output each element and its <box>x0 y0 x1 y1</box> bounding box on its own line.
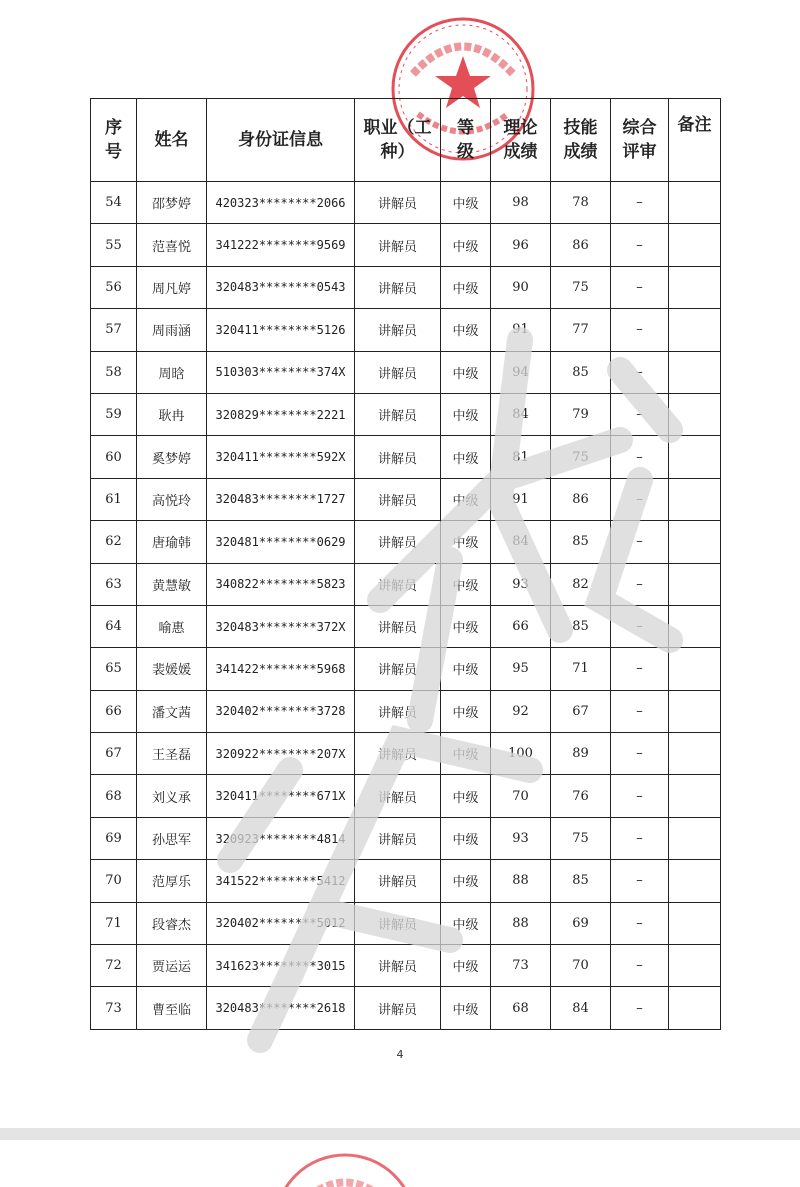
cell-remark <box>669 182 721 224</box>
cell-seq: 56 <box>91 266 137 308</box>
cell-occupation: 讲解员 <box>355 563 441 605</box>
table-row <box>91 563 721 605</box>
table-row <box>91 224 721 266</box>
cell-theory-score: 92 <box>491 690 551 732</box>
cell-skill-score: 71 <box>551 648 611 690</box>
cell-id: 320411********592X <box>207 436 355 478</box>
cell-id: 320483********1727 <box>207 478 355 520</box>
cell-level: 中级 <box>441 266 491 308</box>
cell-id: 320922********207X <box>207 733 355 775</box>
cell-theory-score: 100 <box>491 733 551 775</box>
cell-id: 320829********2221 <box>207 393 355 435</box>
cell-level: 中级 <box>441 478 491 520</box>
cell-skill-score: 69 <box>551 902 611 944</box>
cell-id: 320483********2618 <box>207 987 355 1029</box>
table-row <box>91 648 721 690</box>
cell-remark <box>669 987 721 1029</box>
cell-id: 340822********5823 <box>207 563 355 605</box>
cell-name: 段睿杰 <box>137 902 207 944</box>
header-skill: 技能成绩 <box>551 99 611 182</box>
cell-remark <box>669 945 721 987</box>
cell-name: 范厚乐 <box>137 860 207 902</box>
cell-skill-score: 86 <box>551 478 611 520</box>
cell-occupation: 讲解员 <box>355 860 441 902</box>
next-page-top <box>0 1140 800 1187</box>
cell-occupation: 讲解员 <box>355 605 441 647</box>
cell-seq: 66 <box>91 690 137 732</box>
cell-name: 曹至临 <box>137 987 207 1029</box>
cell-name: 周晗 <box>137 351 207 393</box>
cell-name: 贾运运 <box>137 945 207 987</box>
cell-name: 裴媛媛 <box>137 648 207 690</box>
cell-theory-score: 81 <box>491 436 551 478</box>
cell-theory-score: 66 <box>491 605 551 647</box>
cell-remark <box>669 309 721 351</box>
cell-id: 320483********0543 <box>207 266 355 308</box>
cell-level: 中级 <box>441 182 491 224</box>
cell-level: 中级 <box>441 945 491 987</box>
cell-theory-score: 98 <box>491 182 551 224</box>
cell-level: 中级 <box>441 987 491 1029</box>
cell-remark <box>669 266 721 308</box>
page-gap <box>0 1128 800 1140</box>
cell-remark <box>669 648 721 690</box>
cell-seq: 63 <box>91 563 137 605</box>
cell-remark <box>669 351 721 393</box>
cell-level: 中级 <box>441 309 491 351</box>
cell-occupation: 讲解员 <box>355 478 441 520</box>
cell-theory-score: 70 <box>491 775 551 817</box>
cell-level: 中级 <box>441 733 491 775</box>
header-remark: 备注 <box>669 99 721 182</box>
cell-id: 320411********5126 <box>207 309 355 351</box>
cell-theory-score: 94 <box>491 351 551 393</box>
cell-name: 周凡婷 <box>137 266 207 308</box>
cell-level: 中级 <box>441 775 491 817</box>
next-page-seal-stamp <box>270 1150 420 1187</box>
cell-occupation: 讲解员 <box>355 902 441 944</box>
cell-name: 潘文茜 <box>137 690 207 732</box>
cell-id: 510303********374X <box>207 351 355 393</box>
cell-seq: 68 <box>91 775 137 817</box>
cell-name: 耿冉 <box>137 393 207 435</box>
table-row <box>91 351 721 393</box>
cell-seq: 58 <box>91 351 137 393</box>
cell-level: 中级 <box>441 521 491 563</box>
cell-seq: 72 <box>91 945 137 987</box>
roster-body <box>91 182 721 1030</box>
cell-skill-score: 85 <box>551 860 611 902</box>
cell-remark <box>669 224 721 266</box>
cell-skill-score: 75 <box>551 436 611 478</box>
cell-review: – <box>611 309 669 351</box>
cell-review: – <box>611 945 669 987</box>
cell-occupation: 讲解员 <box>355 817 441 859</box>
cell-remark <box>669 775 721 817</box>
cell-level: 中级 <box>441 436 491 478</box>
cell-review: – <box>611 351 669 393</box>
cell-seq: 59 <box>91 393 137 435</box>
cell-id: 341222********9569 <box>207 224 355 266</box>
cell-remark <box>669 817 721 859</box>
cell-review: – <box>611 775 669 817</box>
cell-remark <box>669 860 721 902</box>
cell-id: 341522********5412 <box>207 860 355 902</box>
roster-table <box>90 98 721 1030</box>
table-row <box>91 987 721 1029</box>
cell-theory-score: 95 <box>491 648 551 690</box>
cell-theory-score: 88 <box>491 902 551 944</box>
cell-seq: 57 <box>91 309 137 351</box>
cell-review: – <box>611 733 669 775</box>
cell-review: – <box>611 605 669 647</box>
cell-theory-score: 88 <box>491 860 551 902</box>
cell-name: 奚梦婷 <box>137 436 207 478</box>
cell-seq: 69 <box>91 817 137 859</box>
cell-skill-score: 70 <box>551 945 611 987</box>
cell-name: 唐瑜韩 <box>137 521 207 563</box>
cell-seq: 64 <box>91 605 137 647</box>
table-row <box>91 902 721 944</box>
cell-review: – <box>611 266 669 308</box>
header-level: 等级 <box>441 99 491 182</box>
cell-occupation: 讲解员 <box>355 266 441 308</box>
cell-skill-score: 85 <box>551 521 611 563</box>
cell-skill-score: 75 <box>551 817 611 859</box>
cell-seq: 54 <box>91 182 137 224</box>
table-row <box>91 690 721 732</box>
cell-skill-score: 78 <box>551 182 611 224</box>
cell-name: 周雨涵 <box>137 309 207 351</box>
cell-review: – <box>611 563 669 605</box>
cell-remark <box>669 436 721 478</box>
cell-remark <box>669 902 721 944</box>
table-row <box>91 605 721 647</box>
cell-occupation: 讲解员 <box>355 733 441 775</box>
table-row <box>91 860 721 902</box>
cell-theory-score: 84 <box>491 393 551 435</box>
cell-level: 中级 <box>441 648 491 690</box>
cell-occupation: 讲解员 <box>355 182 441 224</box>
cell-review: – <box>611 987 669 1029</box>
cell-seq: 61 <box>91 478 137 520</box>
cell-review: – <box>611 393 669 435</box>
cell-name: 高悦玲 <box>137 478 207 520</box>
cell-remark <box>669 478 721 520</box>
table-row <box>91 266 721 308</box>
table-row <box>91 309 721 351</box>
cell-level: 中级 <box>441 860 491 902</box>
cell-skill-score: 85 <box>551 605 611 647</box>
cell-theory-score: 73 <box>491 945 551 987</box>
cell-theory-score: 96 <box>491 224 551 266</box>
cell-id: 420323********2066 <box>207 182 355 224</box>
cell-name: 黄慧敏 <box>137 563 207 605</box>
cell-seq: 70 <box>91 860 137 902</box>
cell-id: 320402********5012 <box>207 902 355 944</box>
cell-occupation: 讲解员 <box>355 987 441 1029</box>
cell-occupation: 讲解员 <box>355 945 441 987</box>
cell-level: 中级 <box>441 690 491 732</box>
table-row <box>91 775 721 817</box>
cell-review: – <box>611 224 669 266</box>
cell-skill-score: 85 <box>551 351 611 393</box>
cell-seq: 62 <box>91 521 137 563</box>
cell-remark <box>669 563 721 605</box>
cell-skill-score: 79 <box>551 393 611 435</box>
cell-occupation: 讲解员 <box>355 224 441 266</box>
cell-skill-score: 67 <box>551 690 611 732</box>
cell-id: 320483********372X <box>207 605 355 647</box>
cell-seq: 65 <box>91 648 137 690</box>
cell-theory-score: 93 <box>491 817 551 859</box>
header-seq: 序号 <box>91 99 137 182</box>
table-header-row <box>91 99 721 182</box>
cell-skill-score: 77 <box>551 309 611 351</box>
cell-seq: 73 <box>91 987 137 1029</box>
cell-theory-score: 93 <box>491 563 551 605</box>
cell-level: 中级 <box>441 224 491 266</box>
cell-name: 孙思军 <box>137 817 207 859</box>
cell-id: 341623********3015 <box>207 945 355 987</box>
cell-name: 刘义承 <box>137 775 207 817</box>
cell-review: – <box>611 902 669 944</box>
table-row <box>91 436 721 478</box>
cell-review: – <box>611 521 669 563</box>
cell-theory-score: 90 <box>491 266 551 308</box>
cell-seq: 67 <box>91 733 137 775</box>
table-row <box>91 478 721 520</box>
cell-name: 范喜悦 <box>137 224 207 266</box>
cell-occupation: 讲解员 <box>355 648 441 690</box>
cell-level: 中级 <box>441 393 491 435</box>
cell-review: – <box>611 182 669 224</box>
cell-theory-score: 91 <box>491 309 551 351</box>
cell-review: – <box>611 817 669 859</box>
cell-level: 中级 <box>441 351 491 393</box>
cell-skill-score: 89 <box>551 733 611 775</box>
cell-seq: 71 <box>91 902 137 944</box>
cell-skill-score: 82 <box>551 563 611 605</box>
cell-seq: 60 <box>91 436 137 478</box>
cell-level: 中级 <box>441 605 491 647</box>
cell-review: – <box>611 436 669 478</box>
table-row <box>91 817 721 859</box>
cell-skill-score: 86 <box>551 224 611 266</box>
cell-id: 320923********4814 <box>207 817 355 859</box>
header-id: 身份证信息 <box>207 99 355 182</box>
cell-theory-score: 68 <box>491 987 551 1029</box>
cell-id: 320411********671X <box>207 775 355 817</box>
cell-review: – <box>611 860 669 902</box>
table-row <box>91 521 721 563</box>
cell-occupation: 讲解员 <box>355 690 441 732</box>
table-row <box>91 393 721 435</box>
cell-seq: 55 <box>91 224 137 266</box>
cell-occupation: 讲解员 <box>355 309 441 351</box>
table-row <box>91 733 721 775</box>
table-row <box>91 182 721 224</box>
cell-remark <box>669 393 721 435</box>
cell-level: 中级 <box>441 563 491 605</box>
cell-name: 喻惠 <box>137 605 207 647</box>
cell-occupation: 讲解员 <box>355 775 441 817</box>
header-occupation: 职业（工种） <box>355 99 441 182</box>
header-name: 姓名 <box>137 99 207 182</box>
cell-remark <box>669 521 721 563</box>
cell-id: 341422********5968 <box>207 648 355 690</box>
cell-skill-score: 75 <box>551 266 611 308</box>
cell-remark <box>669 605 721 647</box>
cell-level: 中级 <box>441 902 491 944</box>
cell-id: 320481********0629 <box>207 521 355 563</box>
cell-review: – <box>611 648 669 690</box>
header-review: 综合评审 <box>611 99 669 182</box>
cell-remark <box>669 733 721 775</box>
cell-occupation: 讲解员 <box>355 393 441 435</box>
cell-occupation: 讲解员 <box>355 351 441 393</box>
cell-theory-score: 84 <box>491 521 551 563</box>
header-theory: 理论成绩 <box>491 99 551 182</box>
cell-review: – <box>611 478 669 520</box>
cell-id: 320402********3728 <box>207 690 355 732</box>
cell-remark <box>669 690 721 732</box>
cell-occupation: 讲解员 <box>355 436 441 478</box>
cell-skill-score: 76 <box>551 775 611 817</box>
table-row <box>91 945 721 987</box>
cell-skill-score: 84 <box>551 987 611 1029</box>
cell-name: 王圣磊 <box>137 733 207 775</box>
cell-review: – <box>611 690 669 732</box>
cell-theory-score: 91 <box>491 478 551 520</box>
cell-level: 中级 <box>441 817 491 859</box>
page-number: 4 <box>396 1048 404 1061</box>
cell-occupation: 讲解员 <box>355 521 441 563</box>
cell-name: 邵梦婷 <box>137 182 207 224</box>
